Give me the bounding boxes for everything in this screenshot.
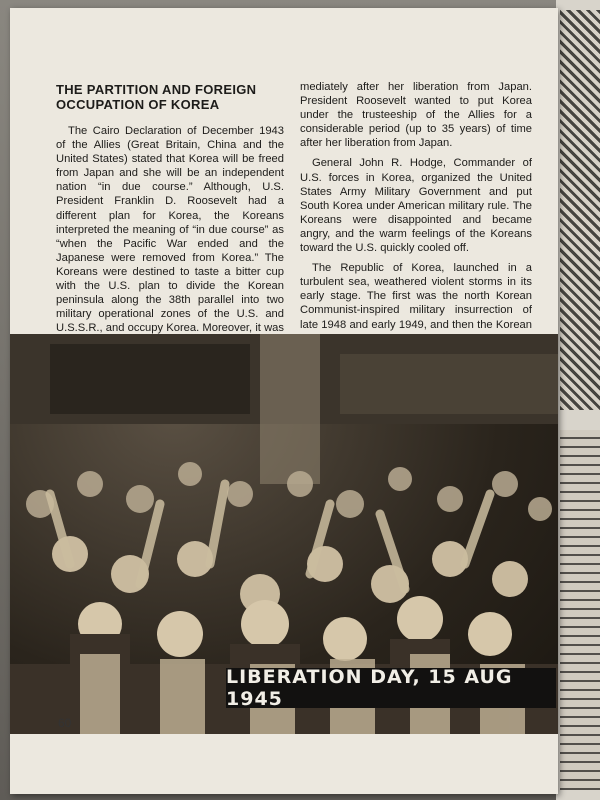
article-heading: THE PARTITION AND FOREIGN OCCUPATION OF KOREA	[56, 82, 257, 112]
photo-caption-bar	[226, 668, 556, 708]
adjacent-page-illustration-top	[560, 10, 600, 410]
left-paragraph-1: The Cairo Declaration of December 1943 of the Allies (Great Britain, China and the United States) stated that Korea will be freed from Japan and she will be an independent nation “in due course.” Although, U.S. President Franklin D. Roosevelt had a different plan for Korea, the Koreans interpreted the meaning of “in due course” as “when the Pacific War ended and the Japanese were removed from Korea.” The Koreans were destined to taste a bitter cup with the U.S. plan to divide the Korean peninsula along the 38th parallel into two military operational zones of the U.S. and U.S.S.R., and occupy Korea. Moreover, it was	[56, 125, 284, 335]
adjacent-page-illustration-bottom	[560, 430, 600, 790]
right-paragraph-2: General John R. Hodge, Commander of U.S. forces in Korea, organized the United States Army Military Government and put South Korea under American military rule. The Koreans were disappointed and became angry, and the warm feelings of the Koreans toward the U.S. quickly cooled off.	[300, 157, 532, 255]
page-number: 60	[58, 716, 72, 730]
right-paragraph-1: mediately after her liberation from Japan. President Roosevelt wanted to put Korea under the trusteeship of the Allies for a considerable period (up to 35 years) of time after her liberation from Japan.	[300, 81, 532, 150]
left-text-column	[56, 82, 284, 370]
adjacent-page	[556, 0, 600, 800]
right-paragraph-3: The Republic of Korea, launched in a turbulent sea, weathered violent storms in its early stage. The first was the north Korean Communist-inspired military insurrection of late 1948 and early 1949, and then the Korean	[300, 262, 532, 331]
right-text-column	[300, 80, 532, 366]
photo-caption: LIBERATION DAY, 15 AUG 1945	[226, 666, 513, 710]
